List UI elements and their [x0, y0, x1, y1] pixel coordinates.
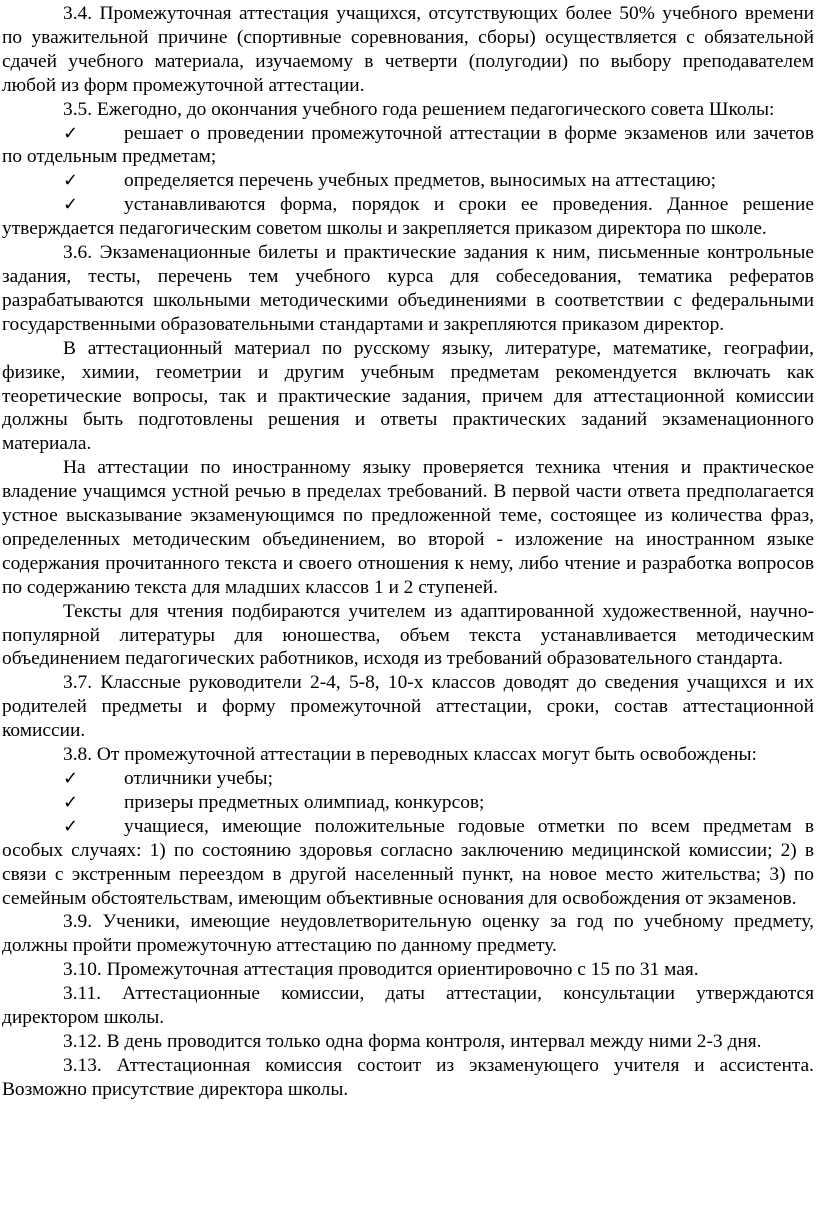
list-item-text: определяется перечень учебных предметов, выносимых на аттестацию; [124, 170, 716, 192]
paragraph-3-10: 3.10. Промежуточная аттестация проводится ориентировочно с 15 по 31 мая. [63, 959, 699, 981]
paragraph-3-7: 3.7. Классные руководители 2-4, 5-8, 10-х классов доводят до сведения учащихся и их родителей предметы и форму промежуточной аттестации, сроки, состав аттестационной комиссии. [2, 672, 814, 742]
list-item [2, 169, 814, 193]
list-item-text: призеры предметных олимпиад, конкурсов; [124, 791, 485, 813]
paragraph-3-8: 3.8. От промежуточной аттестации в переводных классах могут быть освобождены: [63, 744, 757, 766]
paragraph-3-13: 3.13. Аттестационная комиссия состоит из экзаменующего учителя и ассистента. Возможно присутствие директора школы. [2, 1054, 814, 1100]
checkmark-icon: ✓ [63, 122, 79, 144]
list-item-text: учащиеся, имеющие положительные годовые отметки по всем предметам в особых случаях: 1) по состоянию здоровья согласно заключению медицинской комиссии; 2) в связи с экстренным переездом в другой населенный пункт, на новое место жительства; 3) по семейным обстоятельствам, имеющим объективные основания для освобождения от экзаменов. [2, 815, 814, 909]
list-item [2, 791, 814, 815]
list-item [2, 193, 814, 241]
paragraph-attestation-material: В аттестационный материал по русскому языку, литературе, математике, географии, физике, химии, геометрии и другим учебным предметам рекомендуется включать как теоретические вопросы, так и практические задания, причем для аттестационной комиссии должны быть подготовлены решения и ответы практических заданий экзаменационного материала. [2, 337, 814, 455]
checkmark-icon: ✓ [63, 791, 79, 813]
list-item-text: устанавливаются форма, порядок и сроки ее проведения. Данное решение утверждается педагогическим советом школы и закрепляется приказом директора по школе. [2, 194, 814, 240]
paragraph-foreign-language: На аттестации по иностранному языку проверяется техника чтения и практическое владение учащимся устной речью в пределах требований. В первой части ответа предполагается устное высказывание экзаменующимся по предложенной теме, состоящее из количества фраз, определенных методическим объединением, во второй - изложение на иностранном языке содержания прочитанного текста и своего отношения к нему, либо чтение и разработка вопросов по содержанию текста для младших классов 1 и 2 ступеней. [2, 457, 814, 598]
paragraph-3-6: 3.6. Экзаменационные билеты и практические задания к ним, письменные контрольные задания, тесты, перечень тем учебного курса для собеседования, тематика рефератов разрабатываются школьными методическими объединениями в соответствии с федеральными государственными образовательными стандартами и закрепляются приказом директор. [2, 242, 814, 335]
paragraph-3-5: 3.5. Ежегодно, до окончания учебного года решением педагогического совета Школы: [63, 98, 775, 120]
list-item [2, 815, 814, 911]
paragraph-3-4: 3.4. Промежуточная аттестация учащихся, отсутствующих более 50% учебного времени по уважительной причине (спортивные соревнования, сборы) осуществляется с обязательной сдачей учебного материала, изучаемому в четверти (полугодии) по выбору преподавателем любой из форм промежуточной аттестации. [2, 3, 814, 96]
paragraph-reading-texts: Тексты для чтения подбираются учителем из адаптированной художественной, научно-популярной литературы для юношества, объем текста устанавливается методическим объединением педагогических работников, исходя из требований образовательного стандарта. [2, 600, 814, 670]
list-item [2, 767, 814, 791]
checkmark-icon: ✓ [63, 194, 79, 216]
checkmark-icon: ✓ [63, 170, 79, 192]
list-item-text: решает о проведении промежуточной аттестации в форме экзаменов или зачетов по отдельным предметам; [2, 122, 814, 168]
checkmark-icon: ✓ [63, 768, 79, 789]
paragraph-3-12: 3.12. В день проводится только одна форма контроля, интервал между ними 2-3 дня. [63, 1030, 762, 1052]
list-item [2, 122, 814, 170]
paragraph-3-11: 3.11. Аттестационные комиссии, даты аттестации, консультации утверждаются директором школы. [2, 983, 814, 1029]
list-item-text: отличники учебы; [124, 768, 273, 789]
checkmark-icon: ✓ [63, 815, 79, 837]
paragraph-3-9: 3.9. Ученики, имеющие неудовлетворительную оценку за год по учебному предмету, должны пройти промежуточную аттестацию по данному предмету. [2, 911, 814, 957]
